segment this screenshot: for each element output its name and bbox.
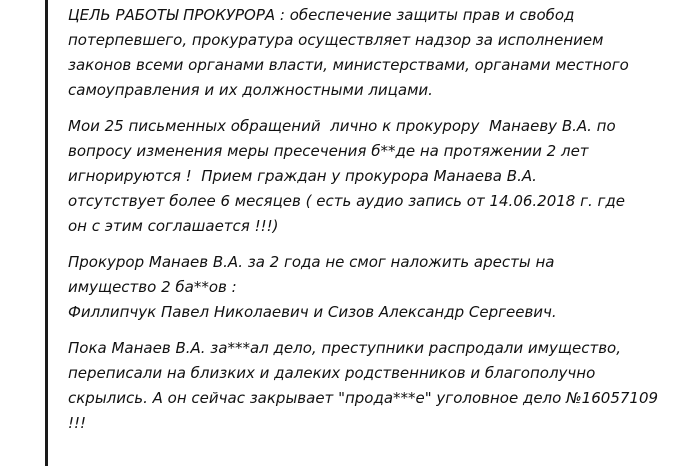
text-line: законов всеми органами власти, министерствами, органами местного (68, 56, 629, 74)
paragraph-case-closure (68, 336, 678, 436)
text-line: игнорируются ! Прием граждан у прокурора Манаева В.А. (68, 167, 537, 185)
paragraph-property-arrest (68, 250, 678, 325)
text-line: Филлипчук Павел Николаевич и Сизов Александр Сергеевич. (68, 303, 557, 321)
left-border-rule (45, 0, 48, 466)
text-line: вопросу изменения меры пресечения б**де на протяжении 2 лет (68, 142, 589, 160)
document-body (68, 3, 678, 447)
text-line: он с этим соглашается !!!) (68, 217, 279, 235)
text-line: !!! (68, 414, 87, 432)
text-line: Прокурор Манаев В.А. за 2 года не смог наложить аресты на (68, 253, 555, 271)
text-line: Пока Манаев В.А. за***ал дело, преступники распродали имущество, (68, 339, 621, 357)
paragraph-prosecutor-goal (68, 3, 678, 103)
text-line: самоуправления и их должностными лицами. (68, 81, 433, 99)
text-line: имущество 2 ба**ов : (68, 278, 237, 296)
text-line: скрылись. А он сейчас закрывает "прода***е" уголовное дело №16057109 (68, 389, 659, 407)
text-line: отсутствует более 6 месяцев ( есть аудио запись от 14.06.2018 г. где (68, 192, 626, 210)
text-line: потерпевшего, прокуратура осуществляет надзор за исполнением (68, 31, 604, 49)
text-line: Мои 25 письменных обращений лично к прокурору Манаеву В.А. по (68, 117, 616, 135)
paragraph-appeals (68, 114, 678, 239)
text-line: переписали на близких и далеких родственников и благополучно (68, 364, 596, 382)
text-line: ЦЕЛЬ РАБОТЫ ПРОКУРОРА : обеспечение защиты прав и свобод (68, 6, 575, 24)
